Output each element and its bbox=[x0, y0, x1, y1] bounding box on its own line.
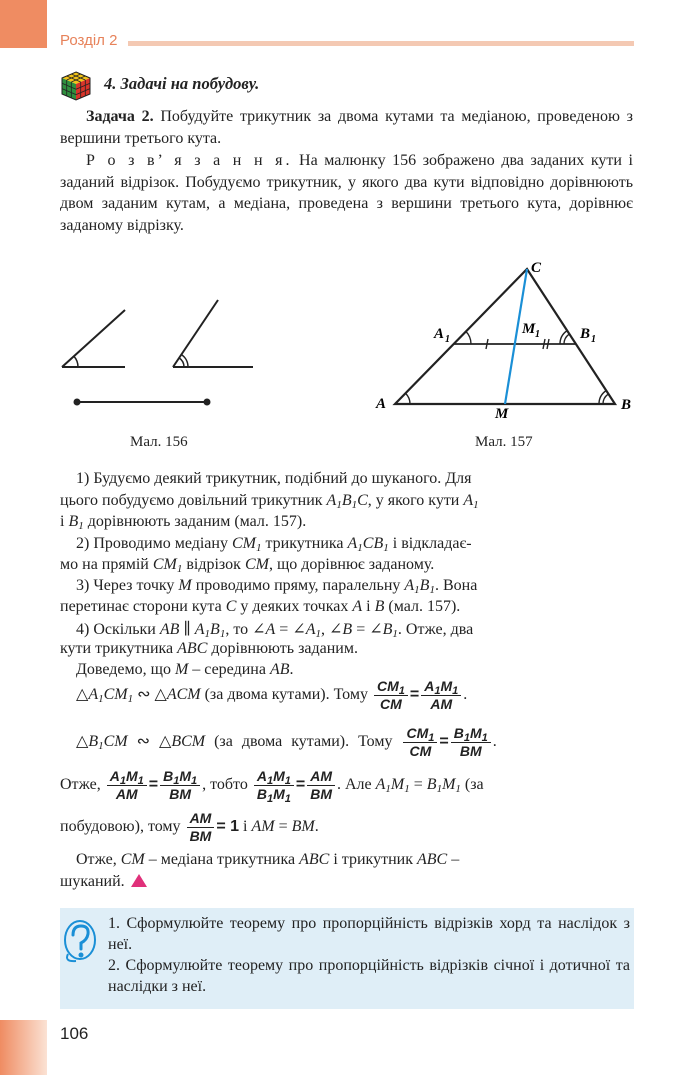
label-a1: A bbox=[434, 326, 445, 342]
proof-intro: Доведемо, що M – середина AB. bbox=[76, 661, 294, 678]
proof-line1: $\triangle A_1CM_1$ ∾ △ACM (за двома кутами). Тому $\frac{CM_1}{CM}$ = $\frac{A_1M_1}{AM}$ . bbox=[60, 677, 468, 712]
page-number: 106 bbox=[60, 1024, 89, 1043]
fraction: $\frac{A_1M_1}{B_1M_1}$ bbox=[254, 768, 294, 803]
step1-line2: цього побудуємо довільний трикутник $A_1B_1C$, у якого кути $A_1$ bbox=[60, 492, 479, 511]
proof-line2: $\triangle B_1CM$ ∾ △BCM (за двома кутами). Тому $\frac{CM_1}{CM}$ = $\frac{B_1M_1}{BM}$ . bbox=[60, 724, 497, 759]
step1-line3: і $B_1$ дорівнюють заданим (мал. 157). bbox=[60, 513, 307, 532]
label-a1-sub: 1 bbox=[445, 334, 450, 345]
chapter-title: Розділ 2 bbox=[60, 32, 118, 49]
fraction: $\frac{CM_1}{CM}$ bbox=[374, 678, 408, 713]
solution-label: Р о з в’ я з а н н я. bbox=[86, 152, 293, 169]
proof-line3: Отже, $\frac{A_1M_1}{AM}$ = $\frac{B_1M_1}{BM}$ , тобто $\frac{A_1M_1}{B_1M_1}$ = $\frac{AM}{BM}$ . Але $A_1M_1 = B_1M_1$ (за bbox=[60, 767, 484, 805]
problem-statement bbox=[60, 106, 633, 149]
bottom-tab bbox=[0, 1020, 47, 1075]
label-m: M bbox=[495, 406, 509, 422]
fraction: $\frac{B_1M_1}{BM}$ bbox=[160, 768, 200, 803]
fraction: $\frac{AM}{BM}$ bbox=[187, 810, 215, 845]
step4-line1: 4) Оскільки AB ∥ $A_1B_1$, то ∠A = $\angle A_1$, ∠B = $\angle B_1$. Отже, два bbox=[76, 621, 474, 640]
question-item: 2. Сформулюйте теорему про пропорційність відрізків січної і дотичної та наслідки з неї. bbox=[108, 957, 630, 995]
label-a: A bbox=[376, 396, 387, 412]
step1-line1: 1) Будуємо деякий трикутник, подібний до шуканого. Для bbox=[76, 470, 472, 487]
fraction: $\frac{AM}{BM}$ bbox=[307, 768, 335, 803]
solution-intro bbox=[60, 150, 633, 236]
rubik-cube-icon bbox=[60, 70, 92, 102]
question-item: 1. Сформулюйте теорему про пропорційність відрізків хорд та наслідок з неї. bbox=[108, 915, 630, 953]
fraction: $\frac{B_1M_1}{BM}$ bbox=[451, 725, 491, 760]
problem-label: Задача 2. bbox=[86, 108, 154, 125]
fraction: $\frac{A_1M_1}{AM}$ bbox=[421, 678, 461, 713]
label-b: B bbox=[621, 397, 632, 413]
end-of-solution-icon bbox=[131, 874, 147, 887]
label-b1: B bbox=[580, 326, 591, 342]
conclusion-line1: Отже, CM – медіана трикутника ABC і трикутник ABC – bbox=[76, 851, 460, 868]
question-mark-icon bbox=[62, 918, 102, 966]
fig156-caption: Мал. 156 bbox=[130, 434, 188, 450]
questions-list bbox=[108, 913, 630, 997]
proof-line4: побудовою), тому $\frac{AM}{BM}$ = 1 і AM = BM. bbox=[60, 809, 319, 844]
label-b1-sub: 1 bbox=[591, 334, 596, 345]
solution-text: На малюнку 156 зображено два заданих кути і заданий відрізок. Побудуємо трикутник, у якого два кути відповідно дорівнюють двом заданим кутам, а медіана, проведена з вершини третього кута, дорівнює заданому відрізку. bbox=[60, 152, 634, 234]
problem-text: Побудуйте трикутник за двома кутами та медіаною, проведеною з вершини третього кута. bbox=[60, 108, 634, 147]
label-m1-sub: 1 bbox=[535, 329, 540, 340]
fraction: $\frac{CM_1}{CM}$ bbox=[403, 725, 437, 760]
step3-line1: 3) Через точку M проводимо пряму, паралельну $A_1B_1$. Вона bbox=[76, 577, 478, 596]
section-title: 4. Задачі на побудову. bbox=[104, 74, 260, 93]
corner-tab bbox=[0, 0, 47, 48]
figure-156 bbox=[60, 292, 270, 412]
fig157-caption: Мал. 157 bbox=[475, 434, 533, 450]
conclusion-line2: шуканий. bbox=[60, 873, 635, 891]
figure-157 bbox=[370, 255, 645, 425]
step3-line2: перетинає сторони кута C у деяких точках A і B (мал. 157). bbox=[60, 598, 461, 615]
step2-line2: мо на прямій $CM_1$ відрізок CM, що дорівнює заданому. bbox=[60, 556, 435, 575]
label-c: C bbox=[531, 260, 542, 276]
chapter-rule bbox=[128, 41, 634, 46]
step4-line2: кути трикутника ABC дорівнюють заданим. bbox=[60, 640, 358, 657]
label-m1: M bbox=[522, 321, 536, 337]
step2-line1: 2) Проводимо медіану $CM_1$ трикутника $A_1CB_1$ і відкладає- bbox=[76, 535, 472, 554]
fraction: $\frac{A_1M_1}{AM}$ bbox=[107, 768, 147, 803]
